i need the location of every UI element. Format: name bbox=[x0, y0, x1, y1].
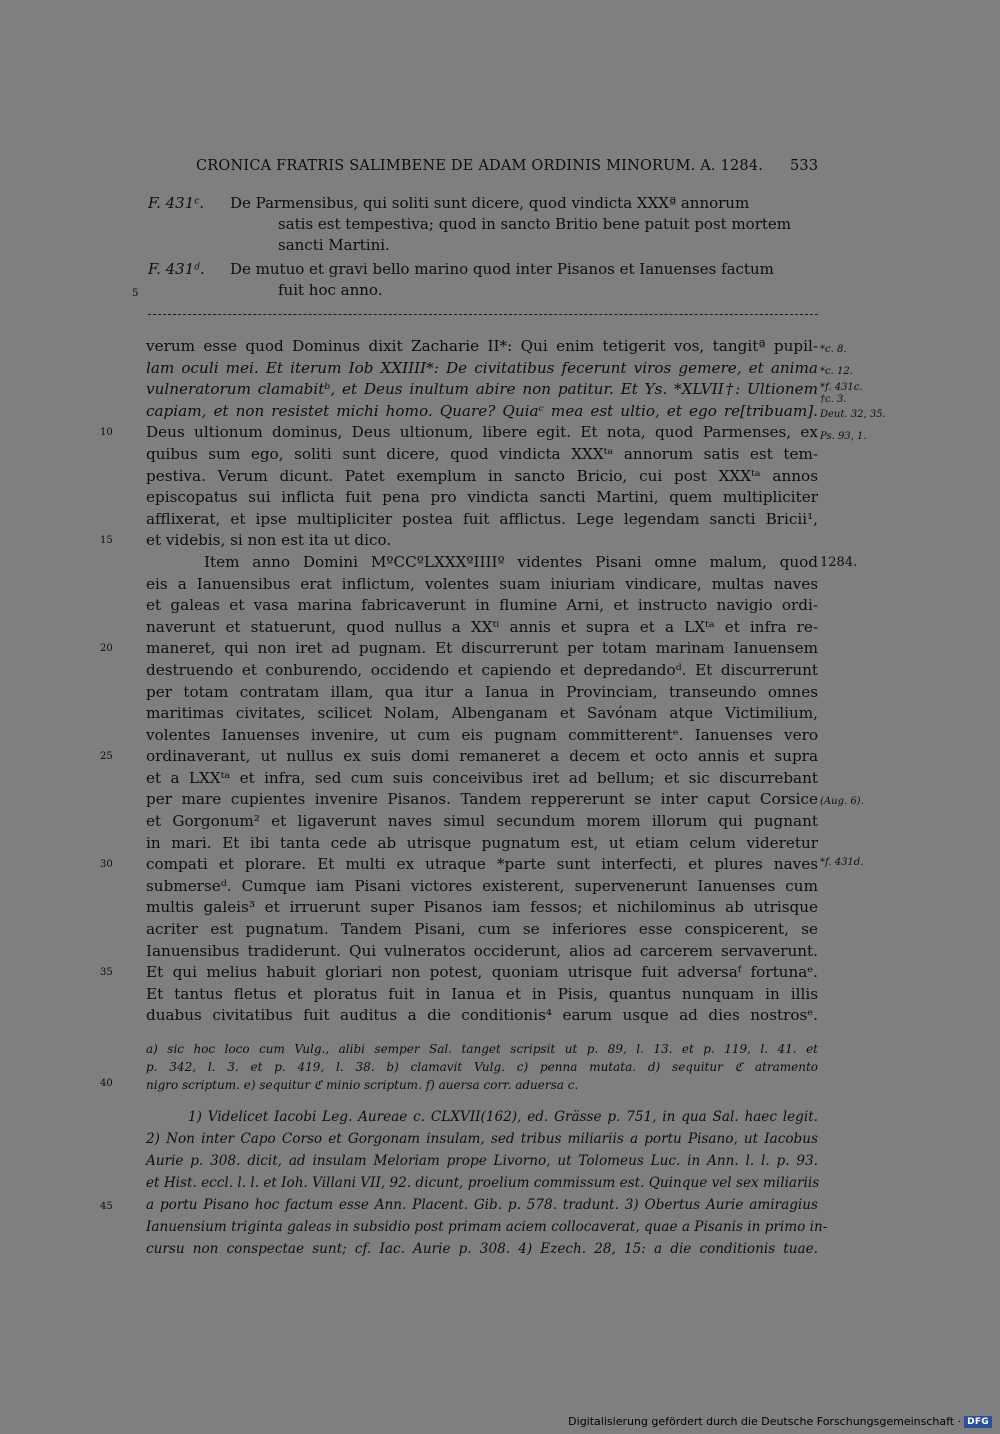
footnote-line: a portu Pisano hoc factum esse Ann. Placent. Gib. p. 578. tradunt. 3) Obertus Aurie amiragius bbox=[146, 1197, 818, 1213]
footnote-line: et Hist. eccl. l. l. et Ioh. Villani VII, 92. dicunt, proelium commissum est. Quinque vel sex miliariis bbox=[146, 1175, 820, 1191]
credit-text: Digitalisierung gefördert durch die Deutsche Forschungsgemeinschaft · bbox=[568, 1415, 962, 1428]
margin-note: *c. 8. bbox=[820, 344, 847, 355]
page-number: 533 bbox=[790, 158, 819, 174]
footnote-line: Aurie p. 308. dicit, ad insulam Meloriam prope Livorno, ut Tolomeus Luc. in Ann. l. l. p. 93. bbox=[146, 1153, 818, 1169]
footnote-line: cursu non conspectae sunt; cf. Iac. Aurie p. 308. 4) Ezech. 28, 15: a die conditionis tuae. bbox=[146, 1241, 818, 1257]
text-line: quibus sum ego, soliti sunt dicere, quod vindicta XXXᵗᵃ annorum satis est tem- bbox=[146, 444, 818, 463]
footnote-line: 1) Videlicet Iacobi Leg. Aureae c. CLXVII(162), ed. Grässe p. 751, in qua Sal. haec legit. bbox=[188, 1109, 818, 1125]
apparatus-line: p. 342, l. 3. et p. 419, l. 38. b) clamavit Vulg. c) penna mutata. d) sequitur ℭ atramento bbox=[146, 1060, 818, 1074]
text-line: multis galeis³ et irruerunt super Pisanos iam fessos; et nichilominus ab utrisque bbox=[146, 898, 818, 917]
apparatus-line: a) sic hoc loco cum Vulg., alibi semper Sal. tanget scripsit ut p. 89, l. 13. et p. 119, l. 41. et bbox=[146, 1042, 818, 1056]
digitization-credit bbox=[568, 1415, 992, 1428]
text-line: Et qui melius habuit gloriari non potest, quoniam utrisque fuit adversaᶠ fortunaᵉ. bbox=[146, 963, 818, 982]
text-line: Ianuensibus tradiderunt. Qui vulneratos occiderunt, alios ad carcerem servaverunt. bbox=[146, 941, 818, 960]
line-number: 20 bbox=[100, 643, 113, 654]
text-line: Deus ultionum dominus, Deus ultionum, libere egit. Et nota, quod Parmenses, ex bbox=[146, 423, 818, 442]
margin-note: 1284. bbox=[820, 555, 858, 570]
text-line: destruendo et conburendo, occidendo et capiendo et depredandoᵈ. Et discurrerunt bbox=[146, 660, 818, 679]
text-line: afflixerat, et ipse multipliciter postea fuit afflictus. Lege legendam sancti Bricii¹, bbox=[146, 509, 818, 528]
rubric-line: De Parmensibus, qui soliti sunt dicere, quod vindicta XXXª annorum bbox=[230, 194, 750, 212]
margin-note: Ps. 93, 1. bbox=[820, 431, 867, 442]
footnote-line: 2) Non inter Capo Corso et Gorgonam insulam, sed tribus miliariis a portu Pisano, ut Iacobus bbox=[146, 1131, 818, 1147]
text-line: maritimas civitates, scilicet Nolam, Albenganam et Savónam atque Victimilium, bbox=[146, 704, 818, 723]
folio-reference: F. 431$^c$. bbox=[148, 194, 205, 212]
text-line: et videbis, si non est ita ut dico. bbox=[146, 531, 392, 550]
margin-note: (Aug. 6). bbox=[820, 796, 864, 807]
text-line: vulneratorum clamabitᵇ, et Deus inultum abire non patitur. Et Ys. *XLVII†: Ultionem bbox=[146, 380, 818, 399]
text-line: volentes Ianuenses invenire, ut cum eis pugnam committerentᵉ. Ianuenses vero bbox=[146, 725, 818, 744]
text-line: Item anno Domini MºCCºLXXXºIIIIº videntes Pisani omne malum, quod bbox=[204, 552, 818, 571]
line-number: 25 bbox=[100, 751, 113, 762]
text-line: acriter est pugnatum. Tandem Pisani, cum se inferiores esse conspicerent, se bbox=[146, 920, 818, 939]
line-number: 45 bbox=[100, 1201, 113, 1212]
text-line: in mari. Et ibi tanta cede ab utrisque pugnatum est, ut etiam celum videretur bbox=[146, 833, 818, 852]
folio-reference: F. 431$^d$. bbox=[148, 260, 205, 278]
text-line: naverunt et statuerunt, quod nullus a XXᵗⁱ annis et supra et a LXᵗᵃ et infra re- bbox=[146, 617, 818, 636]
line-number: 5 bbox=[132, 288, 139, 299]
text-line: verum esse quod Dominus dixit Zacharie II*: Qui enim tetigerit vos, tangitª pupil- bbox=[146, 337, 818, 355]
critical-apparatus bbox=[146, 1040, 818, 1094]
line-number: 10 bbox=[100, 427, 113, 438]
rubric-line: De mutuo et gravi bello marino quod inter Pisanos et Ianuenses factum bbox=[230, 260, 774, 278]
line-number: 15 bbox=[100, 535, 113, 546]
apparatus-line: nigro scriptum. e) sequitur ℭ minio scriptum. f) auersa corr. aduersa c. bbox=[146, 1078, 579, 1092]
text-line: submerseᵈ. Cumque iam Pisani victores existerent, supervenerunt Ianuenses cum bbox=[146, 876, 818, 895]
text-line: compati et plorare. Et multi ex utraque *parte sunt interfecti, et plures naves bbox=[146, 855, 818, 874]
margin-note: Deut. 32, 35. bbox=[820, 409, 886, 420]
rubric-entry bbox=[148, 193, 818, 256]
text-line: episcopatus sui inflicta fuit pena pro vindicta sancti Martini, quem multipliciter bbox=[146, 488, 818, 507]
text-line: per totam contratam illam, qua itur a Ianua in Provinciam, transeundo omnes bbox=[146, 682, 818, 701]
dfg-logo: DFG bbox=[964, 1416, 992, 1428]
text-line: Et tantus fletus et ploratus fuit in Ianua et in Pisis, quantus nunquam in illis bbox=[146, 984, 818, 1003]
running-title: CRONICA FRATRIS SALIMBENE DE ADAM ORDINIS MINORUM. A. 1284. bbox=[196, 158, 764, 174]
margin-note: †c. 3. bbox=[820, 394, 847, 405]
margin-note: *c. 12. bbox=[820, 366, 853, 377]
main-text bbox=[146, 336, 818, 1027]
text-line: per mare cupientes invenire Pisanos. Tandem reppererunt se inter caput Corsice bbox=[146, 790, 818, 809]
rubric-line: fuit hoc anno. bbox=[278, 281, 383, 299]
footnote-line: Ianuensium triginta galeas in subsidio post primam aciem collocaverat, quae a Pisanis in primo in- bbox=[146, 1219, 828, 1235]
text-line: lam oculi mei. Et iterum Iob XXIIII*: De civitatibus fecerunt viros gemere, et anima bbox=[146, 358, 818, 377]
text-line: pestiva. Verum dicunt. Patet exemplum in sancto Bricio, cui post XXXᵗᵃ annos bbox=[146, 466, 818, 485]
text-line: et Gorgonum² et ligaverunt naves simul secundum morem illorum qui pugnant bbox=[146, 812, 818, 831]
line-number: 40 bbox=[100, 1078, 113, 1089]
margin-note: *f. 431d. bbox=[820, 857, 864, 868]
rubric-line: satis est tempestiva; quod in sancto Britio bene patuit post mortem bbox=[278, 215, 791, 233]
line-number: 30 bbox=[100, 859, 113, 870]
footnotes bbox=[146, 1106, 828, 1260]
text-line: et a LXXᵗᵃ et infra, sed cum suis conceivibus iret ad bellum; et sic discurrebant bbox=[146, 768, 818, 787]
rubric-line: sancti Martini. bbox=[278, 236, 390, 254]
text-line: maneret, qui non iret ad pugnam. Et discurrerunt per totam marinam Ianuensem bbox=[146, 639, 818, 658]
line-number: 35 bbox=[100, 967, 113, 978]
text-line: ordinaverant, ut nullus ex suis domi remaneret a decem et octo annis et supra bbox=[146, 747, 818, 766]
text-line: capiam, et non resistet michi homo. Quare? Quiaᶜ mea est ultio, et ego re[tribuam]. bbox=[146, 401, 818, 420]
text-line: duabus civitatibus fuit auditus a die conditionis⁴ earum usque ad dies nostrosᵉ. bbox=[146, 1006, 818, 1025]
text-line: et galeas et vasa marina fabricaverunt in flumine Arni, et instructo navigio ordi- bbox=[146, 596, 818, 615]
text-line: eis a Ianuensibus erat inflictum, volentes suam iniuriam vindicare, multas naves bbox=[146, 574, 818, 593]
section-divider bbox=[148, 314, 818, 315]
margin-note: *f. 431c. bbox=[820, 382, 863, 393]
rubric-entry bbox=[148, 259, 818, 301]
